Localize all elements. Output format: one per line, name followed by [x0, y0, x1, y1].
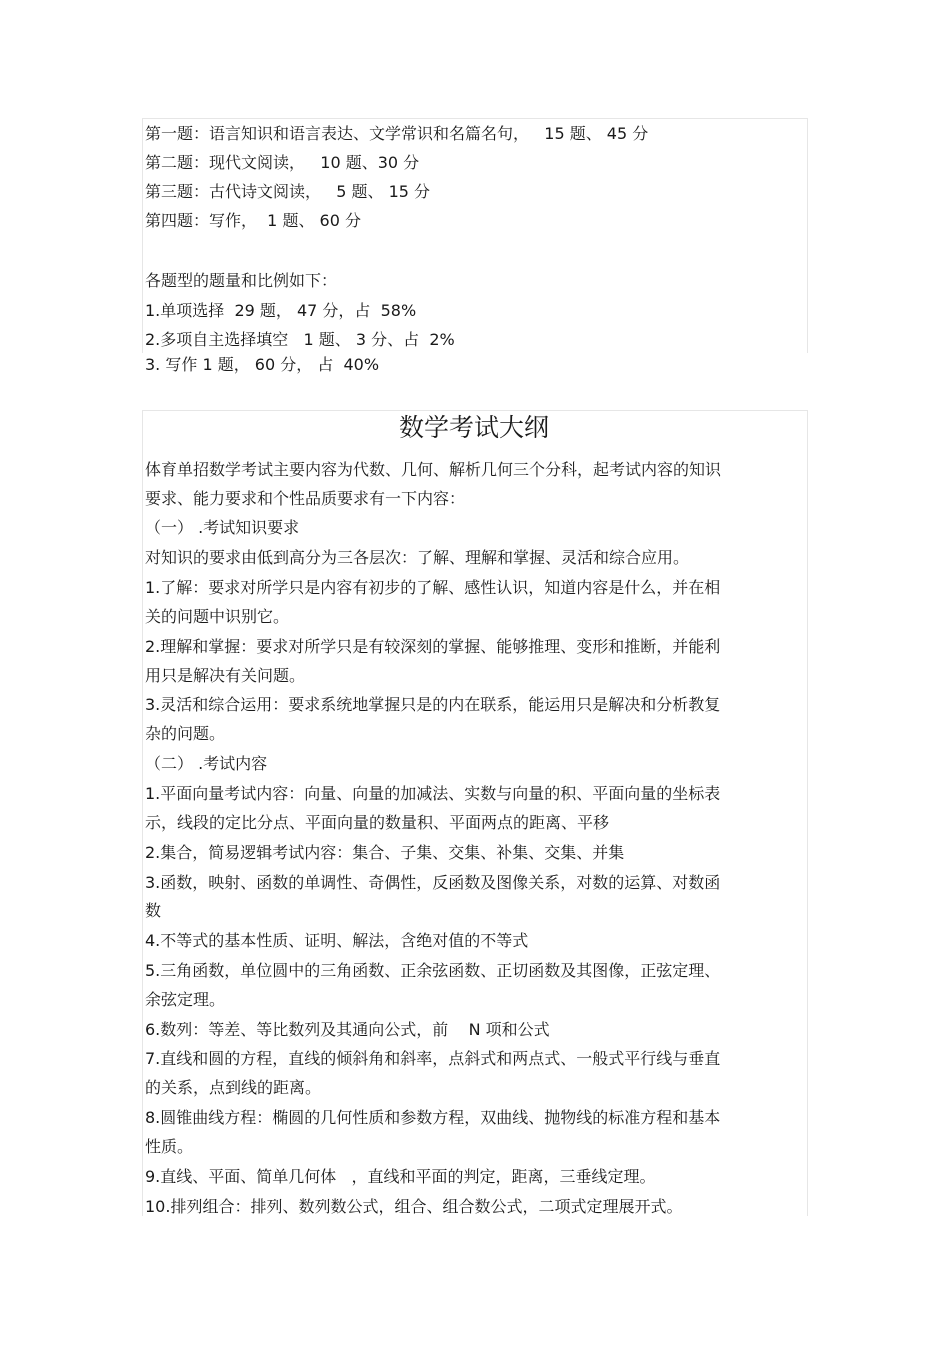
- text-line-16: 数: [145, 901, 162, 920]
- text-line-9: 3.灵活和综合运用：要求系统地掌握只是的内在联系，能运用只是解决和分析教复: [145, 695, 721, 714]
- text-line-17: 4.不等式的基本性质、证明、解法，含绝对值的不等式: [145, 931, 529, 950]
- ratio-line-3: 3. 写作 1 题， 60 分， 占 40%: [145, 355, 380, 374]
- subheading-knowledge: （一） .考试知识要求: [145, 518, 300, 537]
- part-line-2: 第二题：现代文阅读， 10 题、30 分: [145, 153, 420, 172]
- text-line-1: 体育单招数学考试主要内容为代数、几何、解析几何三个分科，起考试内容的知识: [145, 460, 722, 479]
- ratio-heading: 各题型的题量和比例如下：: [145, 271, 338, 290]
- text-line-12: 1.平面向量考试内容：向量、向量的加减法、实数与向量的积、平面向量的坐标表: [145, 784, 721, 803]
- page-title: 数学考试大纲: [398, 413, 549, 442]
- subheading-content: （二） .考试内容: [145, 754, 268, 773]
- text-line-8: 用只是解决有关问题。: [145, 666, 306, 685]
- part-line-1: 第一题：语言知识和语言表达、文学常识和名篇名句， 15 题、 45 分: [145, 124, 649, 143]
- text-line-23: 8.圆锥曲线方程：椭圆的几何性质和参数方程，双曲线、抛物线的标准方程和基本: [145, 1108, 721, 1127]
- ratio-line-1: 1.单项选择 29 题， 47 分，占 58%: [145, 301, 417, 320]
- text-line-15: 3.函数，映射、函数的单调性、奇偶性，反函数及图像关系，对数的运算、对数函: [145, 873, 721, 892]
- text-line-21: 7.直线和圆的方程，直线的倾斜角和斜率，点斜式和两点式、一般式平行线与垂直: [145, 1049, 721, 1068]
- text-line-4: 对知识的要求由低到高分为三各层次：了解、理解和掌握、灵活和综合应用。: [145, 548, 690, 567]
- text-line-24: 性质。: [145, 1137, 194, 1156]
- text-line-26: 10.排列组合：排列、数列数公式，组合、组合数公式，二项式定理展开式。: [145, 1197, 683, 1216]
- text-line-2: 要求、能力要求和个性品质要求有一下内容：: [145, 489, 466, 508]
- text-line-5: 1.了解：要求对所学只是内容有初步的了解、感性认识，知道内容是什么，并在相: [145, 578, 721, 597]
- text-line-18: 5.三角函数，单位圆中的三角函数、正余弦函数、正切函数及其图像，正弦定理、: [145, 961, 721, 980]
- text-line-22: 的关系，点到线的距离。: [145, 1078, 322, 1097]
- part-line-3: 第三题：古代诗文阅读， 5 题、 15 分: [145, 182, 431, 201]
- text-line-19: 余弦定理。: [145, 990, 226, 1009]
- text-line-20: 6.数列：等差、等比数列及其通向公式，前 N 项和公式: [145, 1020, 550, 1039]
- text-line-13: 示，线段的定比分点、平面向量的数量积、平面两点的距离、平移: [145, 813, 610, 832]
- ratio-line-2: 2.多项自主选择填空 1 题、 3 分、占 2%: [145, 330, 455, 349]
- part-line-4: 第四题：写作， 1 题、 60 分: [145, 211, 361, 230]
- text-line-10: 杂的问题。: [145, 724, 226, 743]
- text-line-6: 关的问题中识别它。: [145, 607, 290, 626]
- text-line-14: 2.集合，简易逻辑考试内容：集合、子集、交集、补集、交集、并集: [145, 843, 625, 862]
- text-line-7: 2.理解和掌握：要求对所学只是有较深刻的掌握、能够推理、变形和推断，并能利: [145, 637, 721, 656]
- text-line-25: 9.直线、平面、简单几何体 ，直线和平面的判定，距离，三垂线定理。: [145, 1167, 656, 1186]
